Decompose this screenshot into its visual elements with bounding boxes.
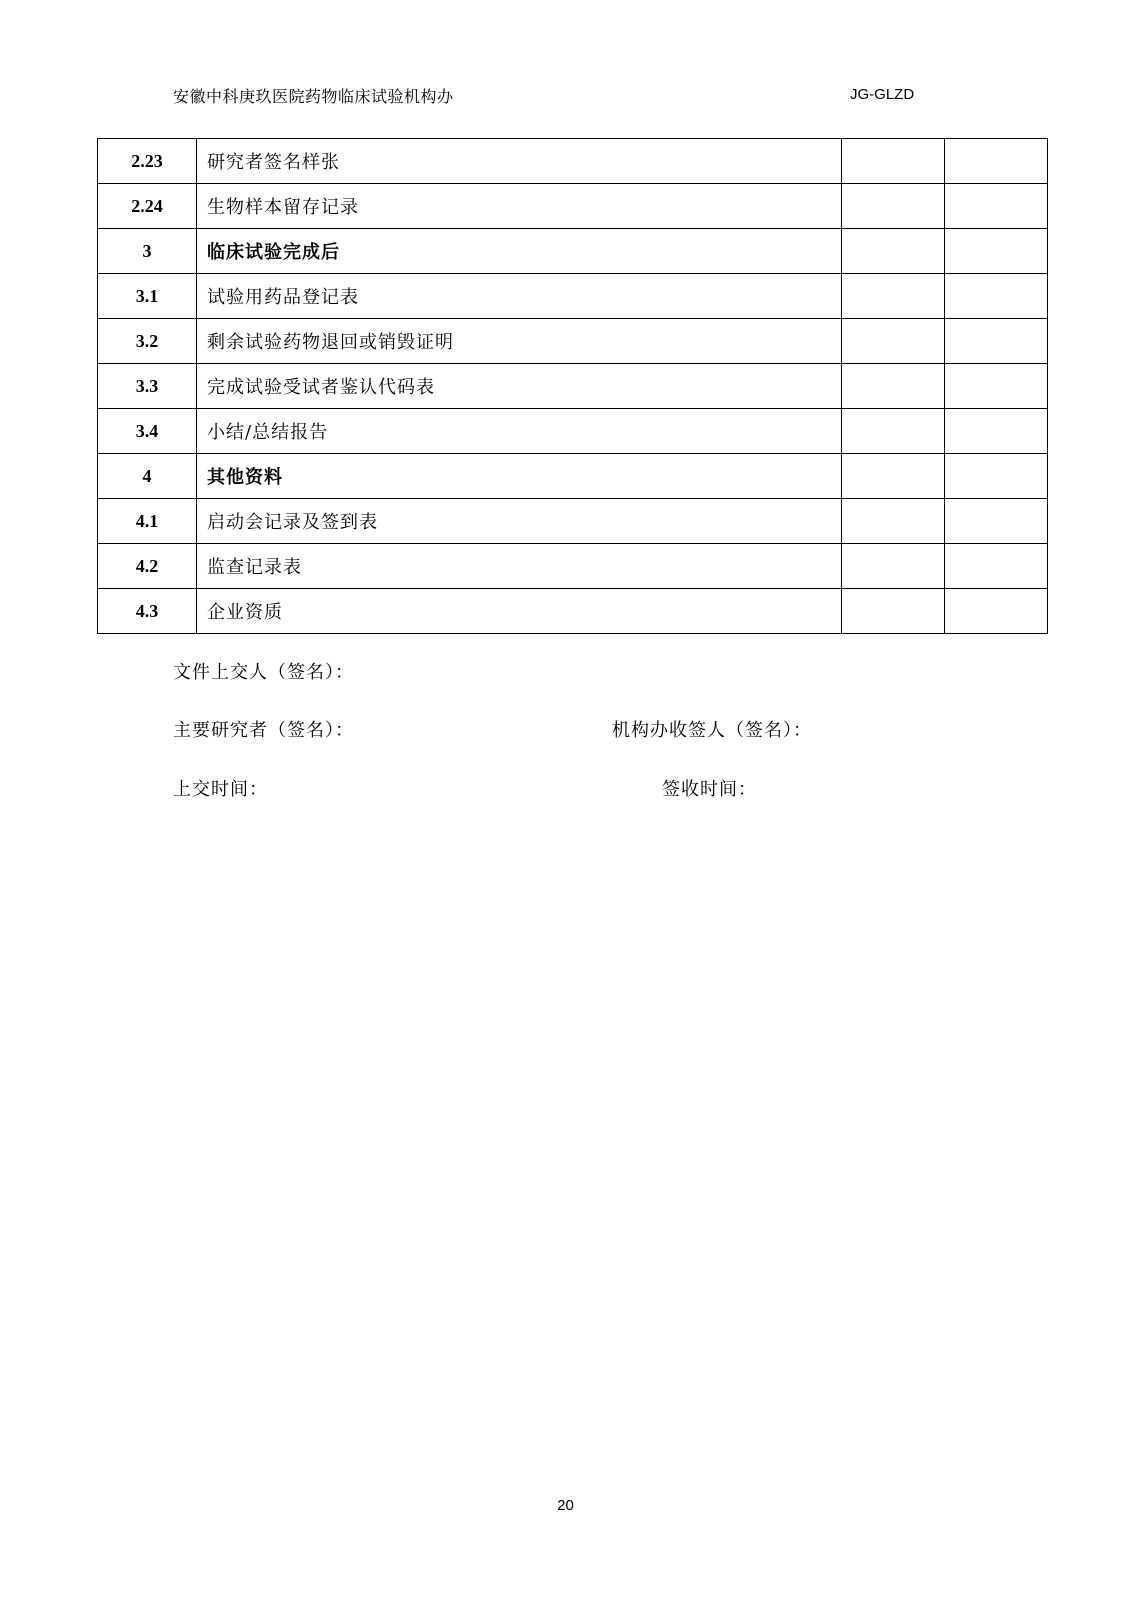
table-row (98, 184, 1048, 229)
row-check-cell[interactable] (842, 139, 945, 184)
row-title-cell: 完成试验受试者鉴认代码表 (197, 364, 842, 409)
row-check-cell[interactable] (842, 544, 945, 589)
receiver-signature-label: 机构办收签人（签名）： (612, 720, 812, 741)
document-checklist-table (97, 138, 1048, 634)
row-number-cell: 4 (98, 454, 197, 499)
row-title-cell: 启动会记录及签到表 (197, 499, 842, 544)
receive-time-label: 签收时间： (662, 779, 757, 800)
table-row (98, 364, 1048, 409)
row-number-cell: 2.23 (98, 139, 197, 184)
submit-time-label: 上交时间： (173, 779, 268, 800)
row-title-cell: 生物样本留存记录 (197, 184, 842, 229)
table-row (98, 319, 1048, 364)
row-title-cell: 临床试验完成后 (197, 229, 842, 274)
row-title-cell: 剩余试验药物退回或销毁证明 (197, 319, 842, 364)
row-remark-cell[interactable] (945, 589, 1048, 634)
row-check-cell[interactable] (842, 409, 945, 454)
row-number-cell: 3.2 (98, 319, 197, 364)
row-remark-cell[interactable] (945, 544, 1048, 589)
row-title-cell: 试验用药品登记表 (197, 274, 842, 319)
row-title-cell: 小结/总结报告 (197, 409, 842, 454)
row-title-cell: 其他资料 (197, 454, 842, 499)
row-check-cell[interactable] (842, 589, 945, 634)
row-check-cell[interactable] (842, 499, 945, 544)
row-title-cell: 研究者签名样张 (197, 139, 842, 184)
table-row (98, 589, 1048, 634)
row-remark-cell[interactable] (945, 229, 1048, 274)
table-row (98, 139, 1048, 184)
row-check-cell[interactable] (842, 229, 945, 274)
row-number-cell: 4.3 (98, 589, 197, 634)
pi-signature-label: 主要研究者（签名）： (173, 720, 354, 741)
row-remark-cell[interactable] (945, 184, 1048, 229)
document-header-org: 安徽中科庚玖医院药物临床试验机构办 (173, 87, 454, 106)
row-check-cell[interactable] (842, 319, 945, 364)
row-number-cell: 3.3 (98, 364, 197, 409)
page-number: 20 (557, 1497, 574, 1514)
row-remark-cell[interactable] (945, 139, 1048, 184)
table-row (98, 409, 1048, 454)
row-remark-cell[interactable] (945, 409, 1048, 454)
row-title-cell: 监查记录表 (197, 544, 842, 589)
row-number-cell: 3.1 (98, 274, 197, 319)
row-number-cell: 4.2 (98, 544, 197, 589)
submitter-signature-label: 文件上交人（签名）： (173, 662, 354, 683)
row-remark-cell[interactable] (945, 454, 1048, 499)
table-row (98, 454, 1048, 499)
row-title-cell: 企业资质 (197, 589, 842, 634)
row-number-cell: 3 (98, 229, 197, 274)
row-number-cell: 2.24 (98, 184, 197, 229)
table-row (98, 544, 1048, 589)
row-remark-cell[interactable] (945, 499, 1048, 544)
row-remark-cell[interactable] (945, 319, 1048, 364)
table-row (98, 229, 1048, 274)
document-header-code: JG-GLZD (850, 86, 915, 103)
row-remark-cell[interactable] (945, 364, 1048, 409)
table-row (98, 499, 1048, 544)
row-check-cell[interactable] (842, 184, 945, 229)
row-check-cell[interactable] (842, 454, 945, 499)
row-check-cell[interactable] (842, 364, 945, 409)
row-remark-cell[interactable] (945, 274, 1048, 319)
row-number-cell: 4.1 (98, 499, 197, 544)
row-check-cell[interactable] (842, 274, 945, 319)
row-number-cell: 3.4 (98, 409, 197, 454)
table-row (98, 274, 1048, 319)
